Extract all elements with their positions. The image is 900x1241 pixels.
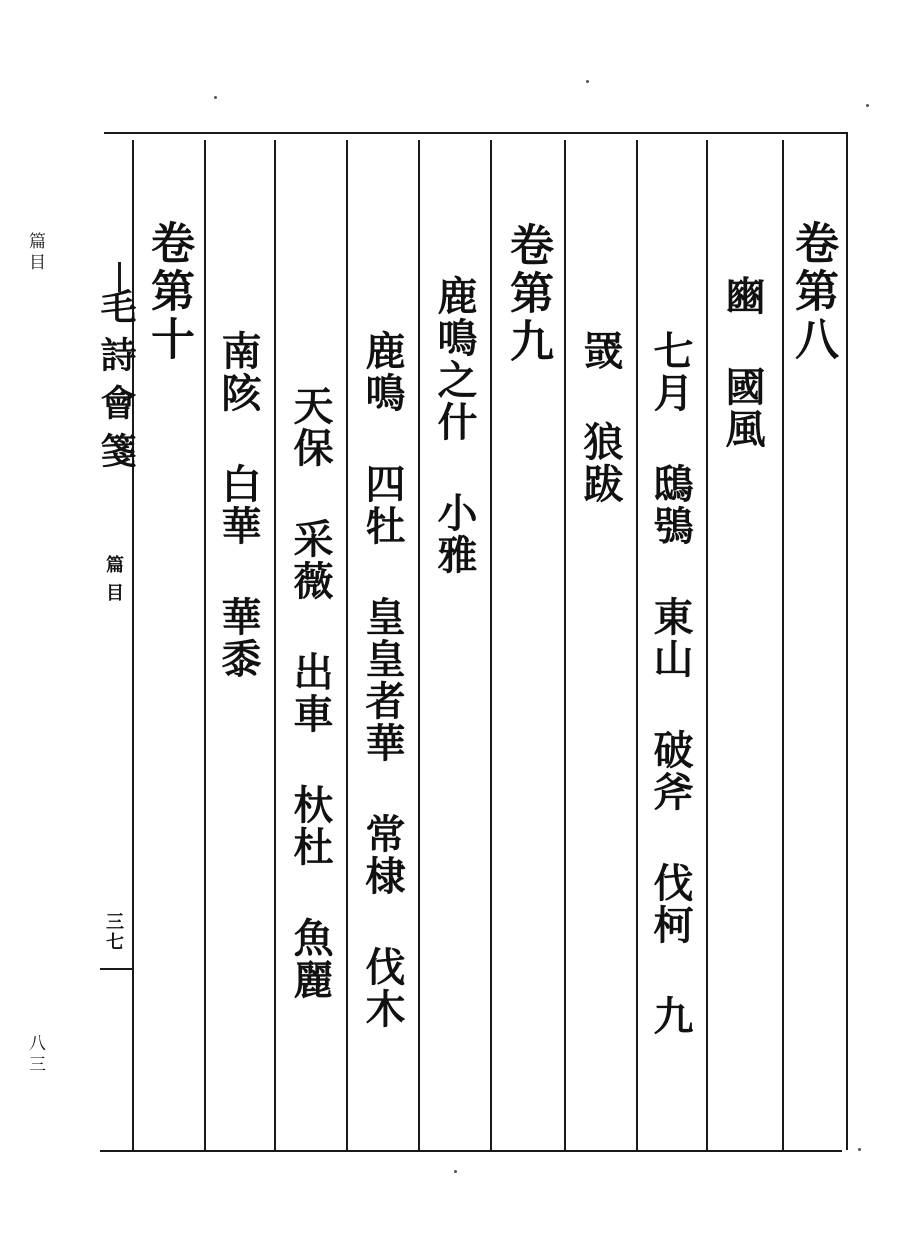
xiaoya-poem-list-1: 鹿鳴 四牡 皇皇者華 常棣 伐木 — [359, 330, 406, 1030]
margin-folio: 八三 — [25, 1034, 45, 1076]
juan-9-heading: 卷第九 — [502, 222, 553, 366]
scan-speck — [586, 80, 589, 83]
frame-top-rule — [104, 132, 848, 134]
binfeng-poem-list-continued: 罭 狼跋 — [577, 330, 624, 505]
scan-speck — [858, 1148, 861, 1151]
column-rule — [274, 140, 276, 1150]
frame-bottom-rule — [100, 1150, 842, 1152]
juan-8-heading: 卷第八 — [787, 220, 838, 364]
scan-speck — [214, 96, 217, 99]
spine-subtitle: 篇目 — [103, 555, 124, 611]
spine-title: 毛詩會箋 — [95, 288, 137, 480]
spine-page-number: 三七 — [103, 912, 124, 952]
binfeng-poem-list: 七月 鴟鴞 東山 破斧 伐柯 九 — [647, 330, 694, 1037]
column-rule — [346, 140, 348, 1150]
frame-right-border — [846, 134, 848, 1150]
column-rule — [636, 140, 638, 1150]
column-rule — [564, 140, 566, 1150]
luming-shi-heading: 鹿鳴之什 小雅 — [431, 275, 478, 576]
scan-speck — [454, 1170, 457, 1173]
xiaoya-poem-list-3: 南陔 白華 華黍 — [215, 330, 262, 680]
binfeng-heading: 豳 國風 — [719, 275, 766, 450]
spine-mark-bottom — [100, 968, 132, 970]
juan-10-heading: 卷第十 — [143, 220, 194, 364]
column-rule — [204, 140, 206, 1150]
xiaoya-poem-list-2: 天保 采薇 出車 杕杜 魚麗 — [287, 385, 334, 1001]
column-rule — [706, 140, 708, 1150]
column-rule — [418, 140, 420, 1150]
scan-speck — [866, 104, 869, 107]
column-rule — [782, 140, 784, 1150]
margin-section-label: 篇目 — [25, 232, 45, 274]
column-rule — [490, 140, 492, 1150]
